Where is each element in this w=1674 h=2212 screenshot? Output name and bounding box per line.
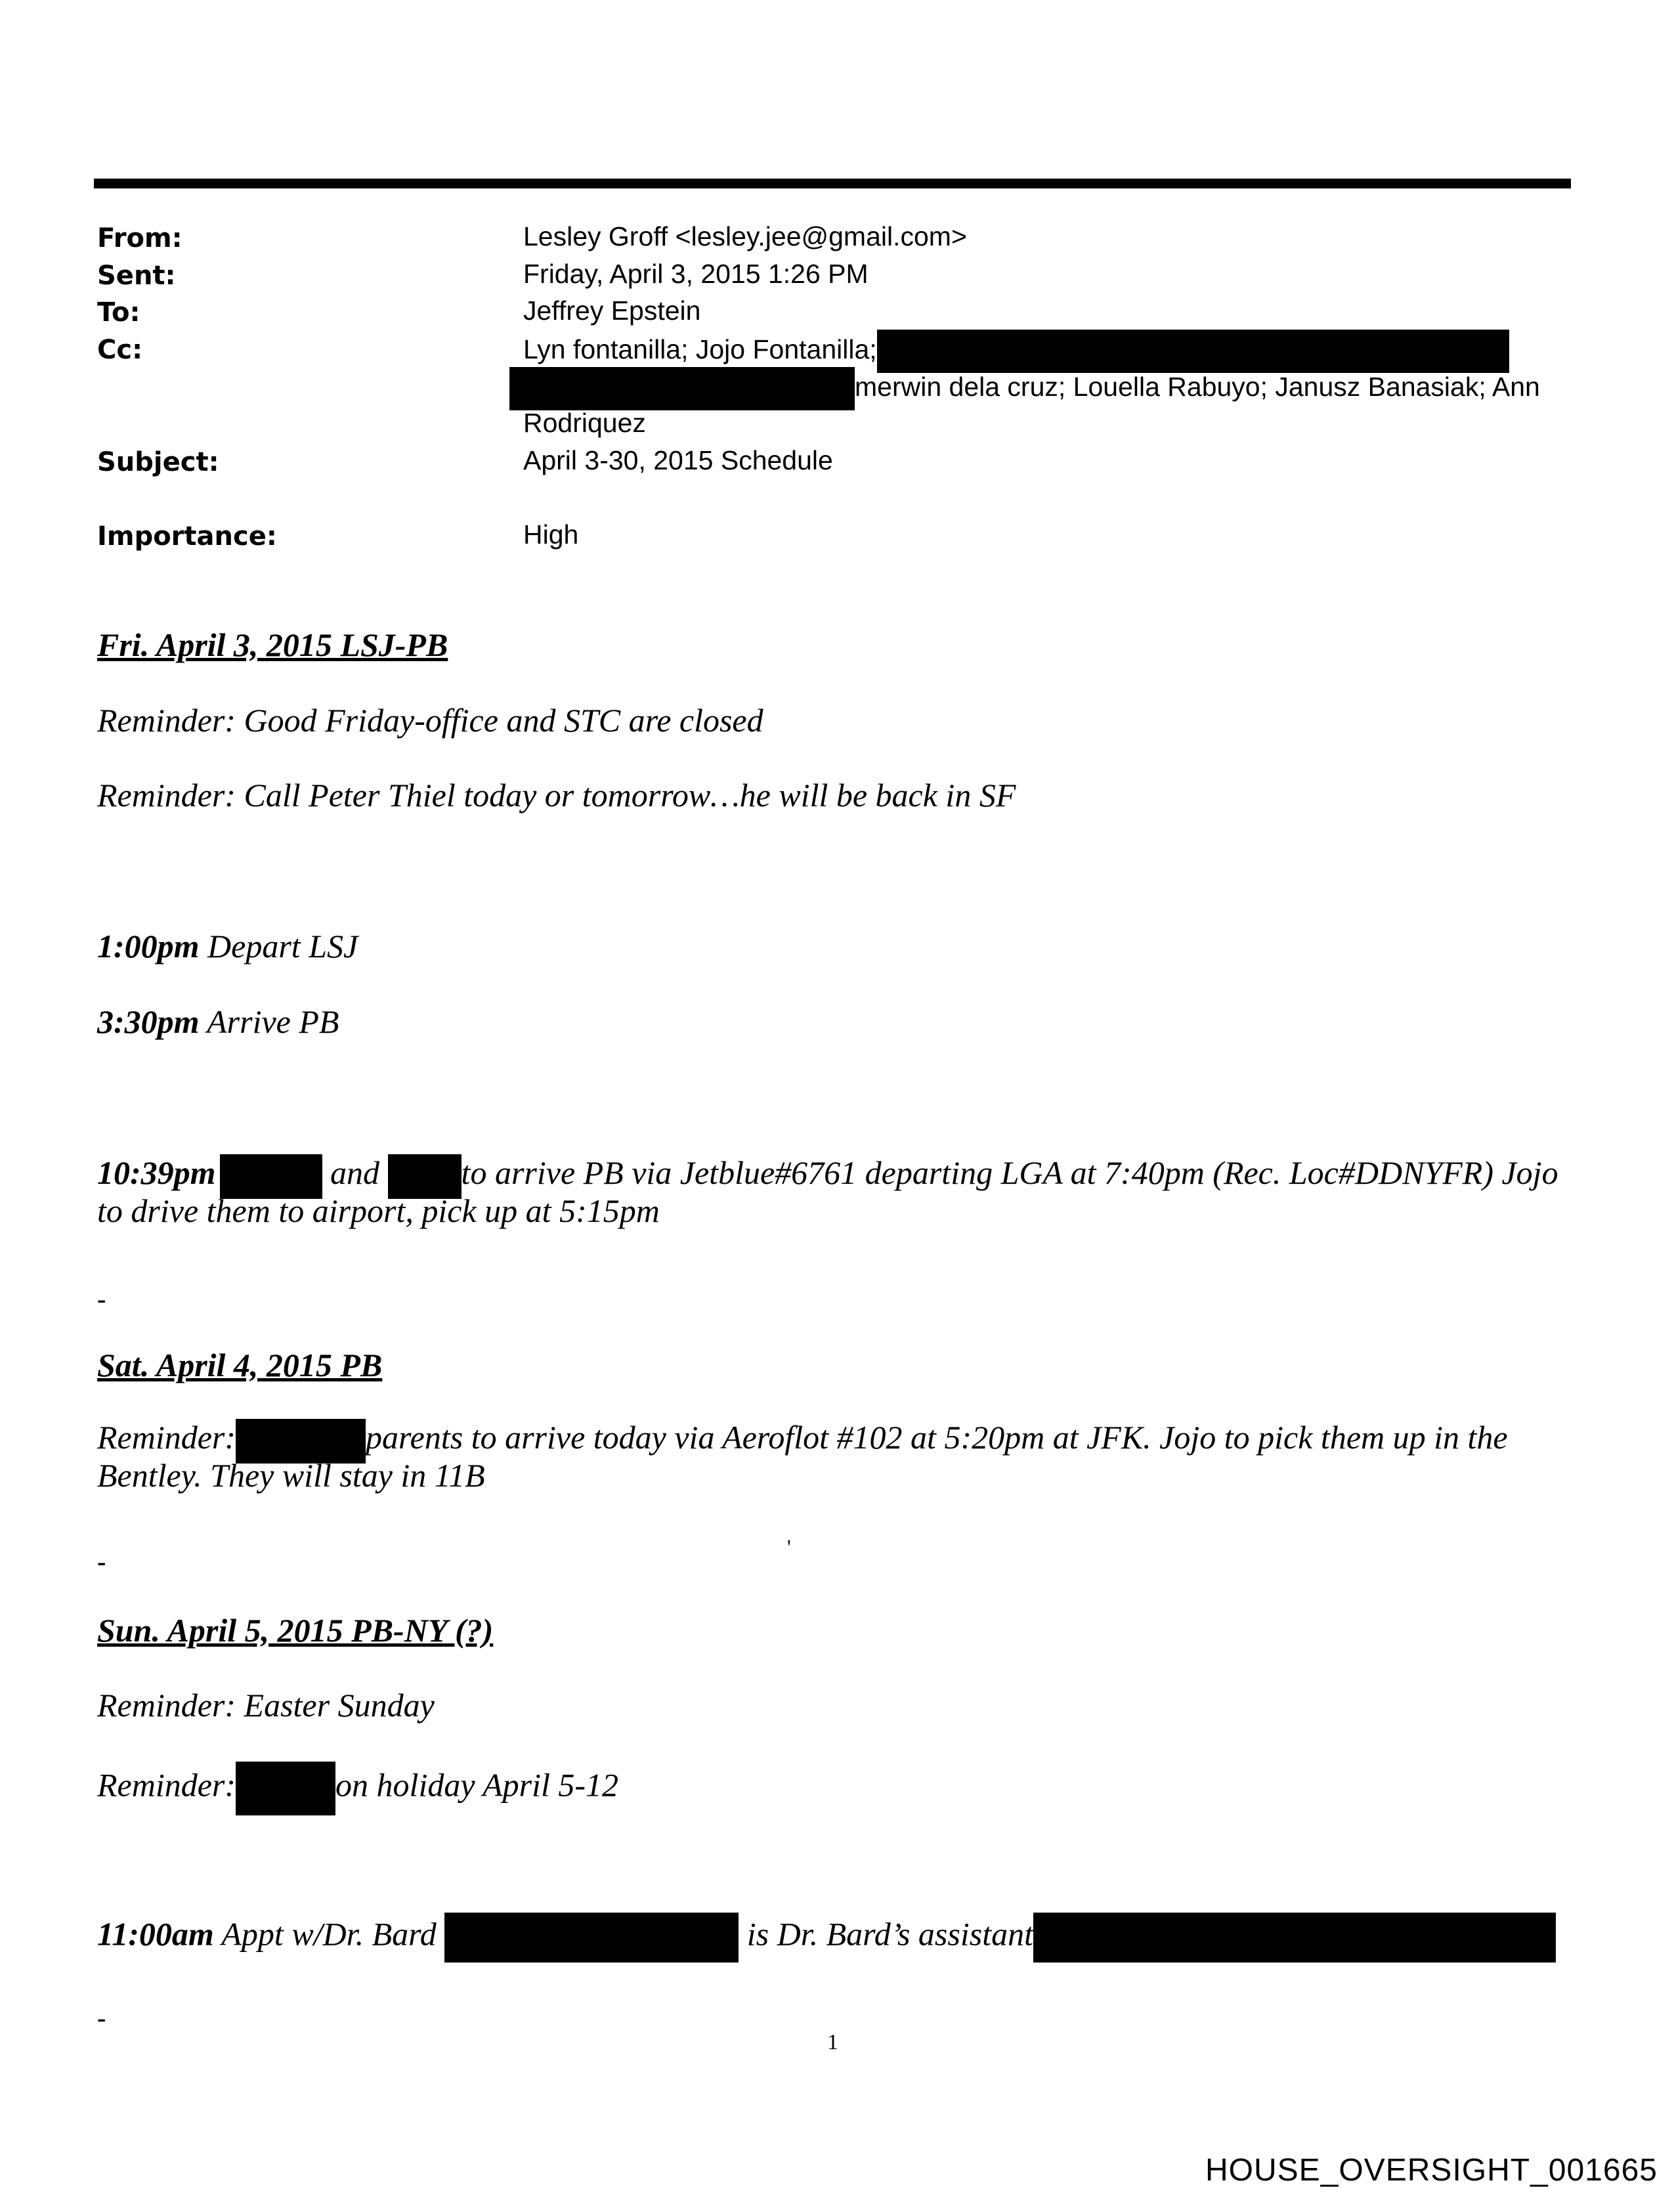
event-arrive	[97, 1003, 1561, 1041]
reminder-easter: Reminder: Easter Sunday	[97, 1687, 435, 1724]
event-time: 10:39pm	[97, 1154, 216, 1191]
reminder-text: on holiday April 5-12	[335, 1766, 619, 1804]
sent-value: Friday, April 3, 2015 1:26 PM	[523, 259, 869, 289]
to-label: To:	[97, 297, 140, 328]
separator-dash: -	[97, 1284, 106, 1314]
event-text: and	[322, 1154, 388, 1191]
page-number: 1	[827, 2030, 838, 2054]
separator-dash: -	[97, 2003, 106, 2033]
event-appointment	[97, 1913, 1561, 1963]
event-time: 3:30pm	[97, 1003, 200, 1040]
cc-recipients-part2: merwin dela cruz; Louella Rabuyo; Janusz Banasiak; Ann	[855, 371, 1540, 402]
subject-value: April 3-30, 2015 Schedule	[523, 445, 833, 475]
event-text: Arrive PB	[199, 1003, 339, 1040]
from-value: Lesley Groff <lesley.jee@gmail.com>	[523, 221, 967, 251]
importance-value: High	[523, 519, 579, 550]
from-label: From:	[97, 223, 182, 253]
reminder-holiday	[97, 1762, 1561, 1815]
day-heading-april-3: Fri. April 3, 2015 LSJ-PB	[97, 626, 448, 663]
event-flight-line-2: to drive them to airport, pick up at 5:15pm	[97, 1192, 660, 1229]
reminder-prefix: Reminder:	[97, 1766, 236, 1804]
cc-recipients-part1: Lyn fontanilla; Jojo Fontanilla;	[523, 334, 877, 364]
event-text: to arrive PB via Jetblue#6761 departing LGA at 7:40pm (Rec. Loc#DDNYFR) Jojo	[461, 1154, 1558, 1191]
sent-label: Sent:	[97, 261, 176, 291]
event-text: is Dr. Bard’s assistant	[739, 1915, 1033, 1953]
header-rule	[94, 179, 1571, 188]
event-text: Depart LSJ	[199, 928, 358, 965]
cc-recipients-part3: Rodriquez	[523, 408, 646, 438]
reminder-call: Reminder: Call Peter Thiel today or tomorrow…he will be back in SF	[97, 777, 1016, 813]
stray-mark: '	[787, 1535, 791, 1559]
to-value: Jeffrey Epstein	[523, 295, 701, 326]
cc-label: Cc:	[97, 335, 143, 365]
separator-dash: -	[97, 1547, 106, 1576]
redaction-block	[236, 1762, 335, 1815]
reminder-text: parents to arrive today via Aeroflot #102 at 5:20pm at JFK. Jojo to pick them up in the	[366, 1419, 1508, 1456]
day-heading-april-4: Sat. April 4, 2015 PB	[97, 1347, 383, 1383]
reminder-prefix: Reminder:	[97, 1419, 236, 1456]
importance-label: Importance:	[97, 521, 277, 552]
redaction-block	[444, 1913, 739, 1963]
redaction-block	[1033, 1913, 1556, 1963]
bates-stamp: HOUSE_OVERSIGHT_001665	[1205, 2153, 1658, 2188]
day-heading-april-5: Sun. April 5, 2015 PB-NY (?)	[97, 1612, 494, 1649]
event-text: Appt w/Dr. Bard	[213, 1915, 445, 1953]
event-time: 11:00am	[97, 1915, 214, 1953]
reminder-good-friday: Reminder: Good Friday-office and STC are closed	[97, 702, 763, 739]
reminder-arrivals-line-2: Bentley. They will stay in 11B	[97, 1457, 485, 1494]
event-time: 1:00pm	[97, 928, 200, 965]
event-depart	[97, 927, 1561, 965]
subject-label: Subject:	[97, 447, 219, 477]
